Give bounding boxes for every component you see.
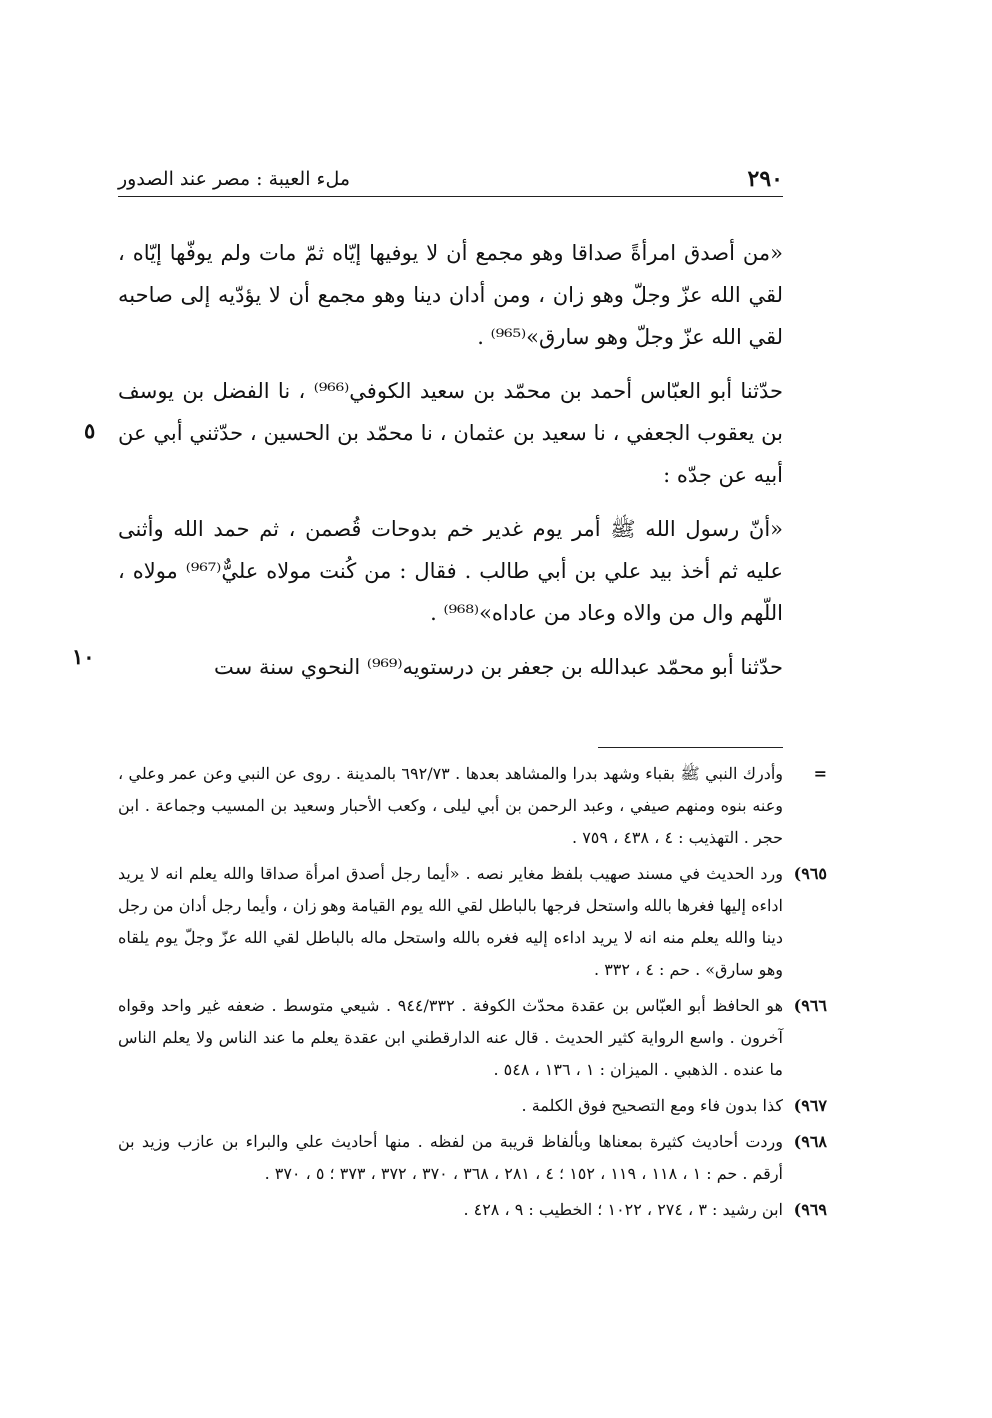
footnote-text: ابن رشيد : ٣ ، ٢٧٤ ، ١٠٢٢ ؛ الخطيب : ٩ ، ٤٢٨ .	[463, 1200, 783, 1219]
footnote-rule	[598, 747, 783, 748]
footnote-text: وردت أحاديث كثيرة بمعناها وبألفاظ قريبة من لفظه . منها أحاديث علي والبراء بن عازب وزيد بن أرقم . حم : ١ ، ١١٨ ، ١١٩ ، ١٥٢ ؛ ٤ ، ٢٨١ ، ٣٦٨ ، ٣٧٠ ، ٣٧٢ ، ٣٧٣ ؛ ٥ ، ٣٧٠ .	[118, 1132, 783, 1183]
header-rule	[118, 196, 783, 197]
footnote-number: ٩٦٨)	[793, 1132, 827, 1151]
footnote-number: ٩٦٧)	[793, 1096, 827, 1115]
footnote-966	[118, 990, 827, 1086]
footnote-text: كذا بدون فاء ومع التصحيح فوق الكلمة .	[521, 1096, 783, 1115]
footnote-marker: =	[813, 764, 827, 783]
footnote-number: ٩٦٥)	[793, 864, 827, 883]
footnote-text: ورد الحديث في مسند صهيب بلفظ مغاير نصه . «أيما رجل أصدق امرأة صداقا والله يعلم انه لا يريد اداءه إليها فغرها بالله واستحل فرجها بالباطل لقي الله يوم القيامة وهو زان ، وأيما رجل أدان من رجل دينا والله يعلم منه انه لا يريد اداءه إليه فغره بالله واستحل ماله بالباطل لقي الله عزّ وجلّ يوم يلقاه وهو سارق» . حم : ٤ ، ٣٣٢ .	[118, 864, 783, 979]
footnote-continued	[118, 758, 827, 854]
running-title: ملء العيبة : مصر عند الصدور	[118, 168, 351, 190]
paragraph-hadith-ghadir: «أنّ رسول الله ﷺ أمر يوم غدير خم بدوحات قُصمن ، ثم حمد الله وأثنى عليه ثم أخذ بيد علي بن أبي طالب . فقال : من كُنت مولاه عليٌّ⁽⁹⁶⁷⁾ مولاه ، اللّهم وال من والاه وعاد من عاداه»⁽⁹⁶⁸⁾ .	[118, 517, 783, 625]
paragraph-hadith-965: «من أصدق امرأةً صداقا وهو مجمع أن لا يوفيها إيّاه ثمّ مات ولم يوفّها إيّاه ، لقي الله عزّ وجلّ وهو زان ، ومن أدان دينا وهو مجمع أن لا يؤدّيه إلى صاحبه لقي الله عزّ وجلّ وهو سارق»⁽⁹⁶⁵⁾ .	[118, 241, 783, 349]
paragraph-isnad-969: حدّثنا أبو محمّد عبدالله بن جعفر بن درستويه⁽⁹⁶⁹⁾ النحوي سنة ست	[214, 655, 783, 679]
line-number-10: ١٠	[72, 644, 95, 669]
footnote-number: ٩٦٦)	[793, 996, 827, 1015]
footnote-number: ٩٦٩)	[793, 1200, 827, 1219]
footnote-969	[118, 1194, 827, 1226]
footnote-text: هو الحافظ أبو العبّاس بن عقدة محدّث الكوفة . ٩٤٤/٣٣٢ . شيعي متوسط . ضعفه غير واحد وقواه آخرون . واسع الرواية كثير الحديث . قال عنه الدارقطني ابن عقدة يعلم ما عند الناس ولا يعلم الناس ما عنده . الذهبي . الميزان : ١ ، ١٣٦ ، ٥٤٨ .	[118, 996, 784, 1079]
page-number: ٢٩٠	[747, 166, 783, 192]
footnote-968	[118, 1126, 827, 1190]
page-header	[118, 166, 783, 194]
main-text	[118, 232, 783, 700]
footnote-965	[118, 858, 827, 986]
footnote-967	[118, 1090, 827, 1122]
footnote-text: وأدرك النبي ﷺ بقباء وشهد بدرا والمشاهد بعدها . ٦٩٢/٧٣ بالمدينة . روى عن النبي وعن عمر وعلي ، وعنه بنوه ومنهم صيفي ، وعبد الرحمن بن أبي ليلى ، وكعب الأحبار وسعيد بن المسيب وجماعة . ابن حجر . التهذيب : ٤ ، ٤٣٨ ، ٧٥٩ .	[118, 764, 784, 847]
footnotes	[118, 758, 827, 1230]
line-number-5: ٥	[84, 418, 96, 443]
paragraph-isnad-966: حدّثنا أبو العبّاس أحمد بن محمّد بن سعيد الكوفي⁽⁹⁶⁶⁾ ، نا الفضل بن يوسف بن يعقوب الجعفي ، نا سعيد بن عثمان ، نا محمّد بن الحسين ، حدّثني أبي عن أبيه عن جدّه :	[118, 379, 783, 487]
